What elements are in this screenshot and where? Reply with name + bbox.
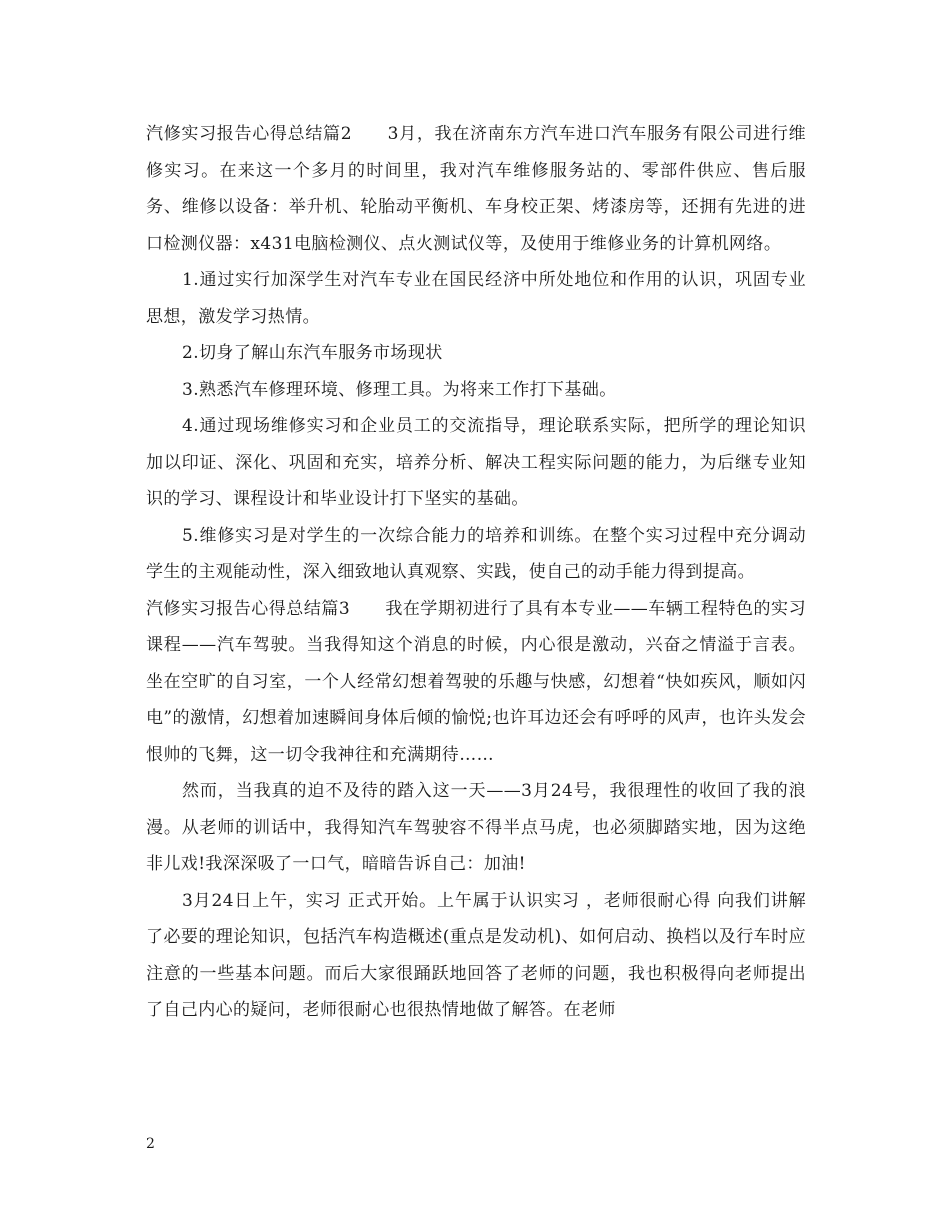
- list-item-3: 3.熟悉汽车修理环境、修理工具。为将来工作打下基础。: [182, 379, 617, 400]
- list-item-5: 5.维修实习是对学生的一次综合能力的培养和训练。在整个实习过程中充分调动学生的主观能动性，深入细致地认真观察、实践，使自己的动手能力得到提高。: [146, 525, 806, 582]
- page-number: 2: [146, 1136, 155, 1152]
- section-paragraph-2: 汽修实习报告心得总结篇2 3月，我在济南东方汽车进口汽车服务有限公司进行维修实习。在来这一个多月的时间里，我对汽车维修服务站的、零部件供应、售后服务、维修以设备：举升机、轮胎动平衡机、车身校正架、烤漆房等，还拥有先进的进口检测仪器：x431电脑检测仪、点火测试仪等，及使用于维修业务的计算机网络。: [146, 124, 806, 254]
- document-body: [146, 116, 806, 1029]
- body-paragraph: 3月24日上午，实习 正式开始。上午属于认识实习 ，老师很耐心得 向我们讲解了必要的理论知识，包括汽车构造概述(重点是发动机)、如何启动、换档以及行车时应注意的一些基本问题。而后大家很踊跃地回答了老师的问题，我也积极得向老师提出了自己内心的疑问，老师很耐心也很热情地做了解答。在老师: [146, 890, 806, 1020]
- list-item-4: 4.通过现场维修实习和企业员工的交流指导，理论联系实际，把所学的理论知识加以印证、深化、巩固和充实，培养分析、解决工程实际问题的能力，为后继专业知识的学习、课程设计和毕业设计打下坚实的基础。: [146, 416, 806, 509]
- list-item-1: 1.通过实行加深学生对汽车专业在国民经济中所处地位和作用的认识，巩固专业思想，激发学习热情。: [146, 270, 806, 327]
- section-paragraph-3: 汽修实习报告心得总结篇3 我在学期初进行了具有本专业——车辆工程特色的实习 课程——汽车驾驶。当我得知这个消息的时候，内心很是激动，兴奋之情溢于言表。坐在空旷的自习室，一个人经常幻想着驾驶的乐趣与快感，幻想着“快如疾风，顺如闪电”的激情，幻想着加速瞬间身体后倾的愉悦;也许耳边还会有呼呼的风声，也许头发会恨帅的飞舞，这一切令我神往和充满期待……: [146, 598, 806, 765]
- body-paragraph: 然而，当我真的迫不及待的踏入这一天——3月24号，我很理性的收回了我的浪漫。从老师的训话中，我得知汽车驾驶容不得半点马虎，也必须脚踏实地，因为这绝非儿戏!我深深吸了一口气，暗暗告诉自己：加油!: [146, 781, 806, 874]
- list-item-2: 2.切身了解山东汽车服务市场现状: [182, 343, 443, 363]
